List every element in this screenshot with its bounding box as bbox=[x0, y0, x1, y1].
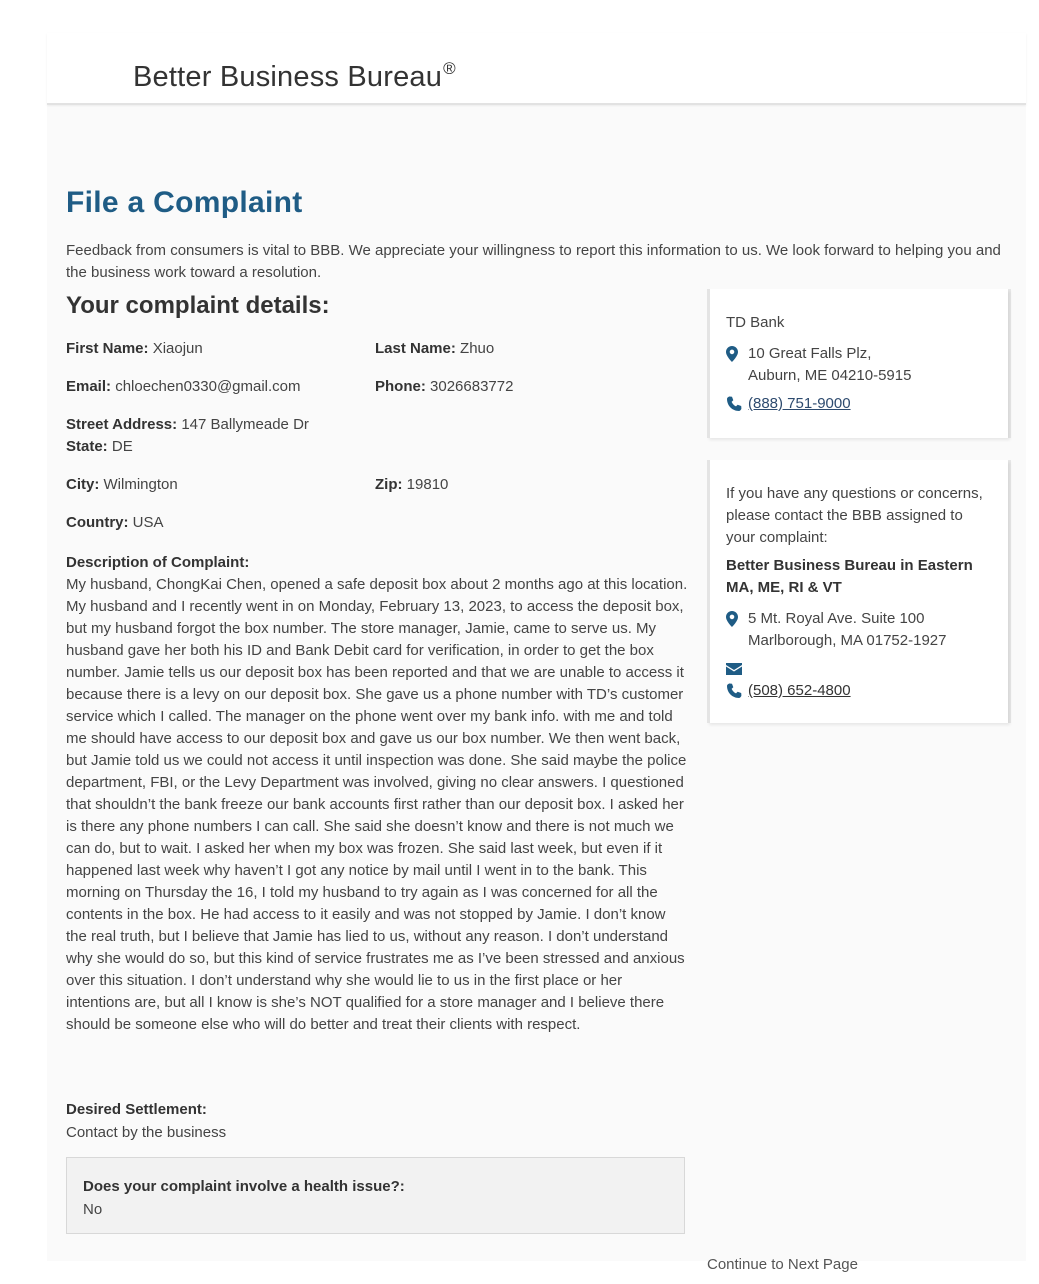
site-header bbox=[47, 33, 1026, 105]
field-country bbox=[66, 512, 375, 534]
section-title: Your complaint details: bbox=[66, 292, 330, 319]
envelope-icon[interactable] bbox=[726, 660, 748, 675]
field-value: Wilmington bbox=[103, 476, 178, 493]
phone-icon bbox=[726, 393, 748, 412]
brand-text: Better Business Bureau bbox=[133, 61, 443, 93]
field-first-name bbox=[66, 338, 375, 360]
settlement-value: Contact by the business bbox=[66, 1124, 227, 1141]
complaint-description bbox=[66, 552, 688, 1036]
field-label: Last Name: bbox=[375, 340, 456, 357]
page-frame bbox=[47, 33, 1026, 1273]
field-row bbox=[66, 474, 686, 512]
field-row bbox=[66, 376, 686, 414]
settlement-label: Desired Settlement: bbox=[66, 1101, 207, 1118]
field-value: 147 Ballymeade Dr bbox=[181, 416, 309, 433]
field-row bbox=[66, 338, 686, 376]
field-value: Zhuo bbox=[460, 340, 495, 357]
field-label: State: bbox=[66, 438, 108, 455]
bbb-phone-row bbox=[726, 680, 992, 702]
field-email bbox=[66, 376, 375, 398]
map-pin-icon bbox=[726, 608, 748, 627]
health-label: Does your complaint involve a health issue?: bbox=[83, 1178, 405, 1195]
field-value: 3026683772 bbox=[430, 378, 514, 395]
field-label: Phone: bbox=[375, 378, 426, 395]
intro-text: Feedback from consumers is vital to BBB. We appreciate your willingness to report this information to us. We look forward to helping you and the business work toward a resolution. bbox=[66, 242, 1001, 281]
field-row bbox=[66, 414, 686, 474]
field-state bbox=[66, 436, 466, 458]
field-city bbox=[66, 474, 375, 496]
field-street bbox=[66, 414, 466, 436]
continue-link-clipped[interactable]: Continue to Next Page bbox=[707, 1256, 858, 1273]
desired-settlement bbox=[66, 1098, 688, 1144]
field-value: USA bbox=[132, 514, 164, 531]
field-value: DE bbox=[111, 438, 133, 455]
address-line2: Auburn, ME 04210-5915 bbox=[748, 367, 912, 384]
business-phone-row bbox=[726, 393, 992, 415]
address-line2: Marlborough, MA 01752-1927 bbox=[748, 632, 947, 649]
registered-mark: ® bbox=[443, 59, 456, 78]
bbb-name: Better Business Bureau in Eastern MA, ME, RI & VT bbox=[726, 557, 973, 596]
field-label: First Name: bbox=[66, 340, 149, 357]
address-line1: 5 Mt. Royal Ave. Suite 100 bbox=[748, 610, 925, 627]
field-label: Country: bbox=[66, 514, 129, 531]
bbb-intro: If you have any questions or concerns, please contact the BBB assigned to your complaint: bbox=[726, 485, 983, 546]
business-name: TD Bank bbox=[726, 314, 785, 331]
field-label: Zip: bbox=[375, 476, 403, 493]
complaint-fields bbox=[66, 338, 686, 550]
phone-icon bbox=[726, 680, 748, 699]
description-text: My husband, ChongKai Chen, opened a safe deposit box about 2 months ago at this location. My husband and I recently went in on Monday, February 13, 2023, to access the deposit box, but my husband forgot the box number. The store manager, Jamie, came to serve us. My husband gave her both his ID and Bank Debit card for verification, in order to get the box number. Jamie tells us our deposit box has been reported and that we are unable to access it because there is a levy on our deposit box. She gave us a phone number with TD’s customer service which I called. The manager on the phone went over my bank info. with me and told me should have access to our deposit box and gave us our box number. We then went back, but Jamie told us we could not access it until inspection was done. She said maybe the police department, FBI, or the Levy Department was involved, giving no clear answers. I questioned that shouldn’t the bank freeze our bank accounts first rather than our deposit box. I asked her is there any phone numbers I can call. She said she doesn’t know and there is not much we can do, but to wait. I asked her when my box was frozen. She said last week, but even if it happened last week why haven’t I got any notice by mail until I went in to the bank. This morning on Thursday the 16, I told my husband to try again as I was concerned for all the contents in the box. He had access to it easily and was not stopped by Jamie. I don’t know the real truth, but I believe that Jamie has lied to us, without any reason. I don’t understand why she would do so, but this kind of service frustrates me as I’ve been stressed and anxious over this situation. I don’t understand why she would lie to us in the first place or her intentions are, but all I know is she’s NOT qualified for a store manager and I believe there should be someone else who will do better and treat their clients with respect. bbox=[66, 576, 688, 1033]
brand-logo[interactable] bbox=[133, 59, 456, 94]
field-value: 19810 bbox=[406, 476, 449, 493]
field-label: Street Address: bbox=[66, 416, 178, 433]
business-phone-link[interactable]: (888) 751-9000 bbox=[748, 395, 851, 412]
bbb-phone-link[interactable]: (508) 652-4800 bbox=[748, 682, 851, 699]
health-issue-box bbox=[66, 1157, 685, 1234]
description-label: Description of Complaint: bbox=[66, 554, 250, 571]
health-value: No bbox=[83, 1201, 103, 1218]
field-last-name bbox=[375, 338, 684, 360]
business-card bbox=[707, 289, 1008, 438]
field-phone bbox=[375, 376, 684, 398]
address-line1: 10 Great Falls Plz, bbox=[748, 345, 872, 362]
map-pin-icon bbox=[726, 343, 748, 362]
field-address-group bbox=[66, 414, 466, 458]
field-row bbox=[66, 512, 686, 550]
field-label: City: bbox=[66, 476, 100, 493]
field-zip bbox=[375, 474, 684, 496]
business-address bbox=[726, 343, 992, 387]
field-value: chloechen0330@gmail.com bbox=[115, 378, 301, 395]
bbb-contact-card bbox=[707, 460, 1008, 723]
bbb-email-row bbox=[726, 660, 992, 676]
page-title: File a Complaint bbox=[66, 186, 303, 219]
bbb-address bbox=[726, 608, 992, 652]
field-value: Xiaojun bbox=[152, 340, 203, 357]
field-label: Email: bbox=[66, 378, 112, 395]
